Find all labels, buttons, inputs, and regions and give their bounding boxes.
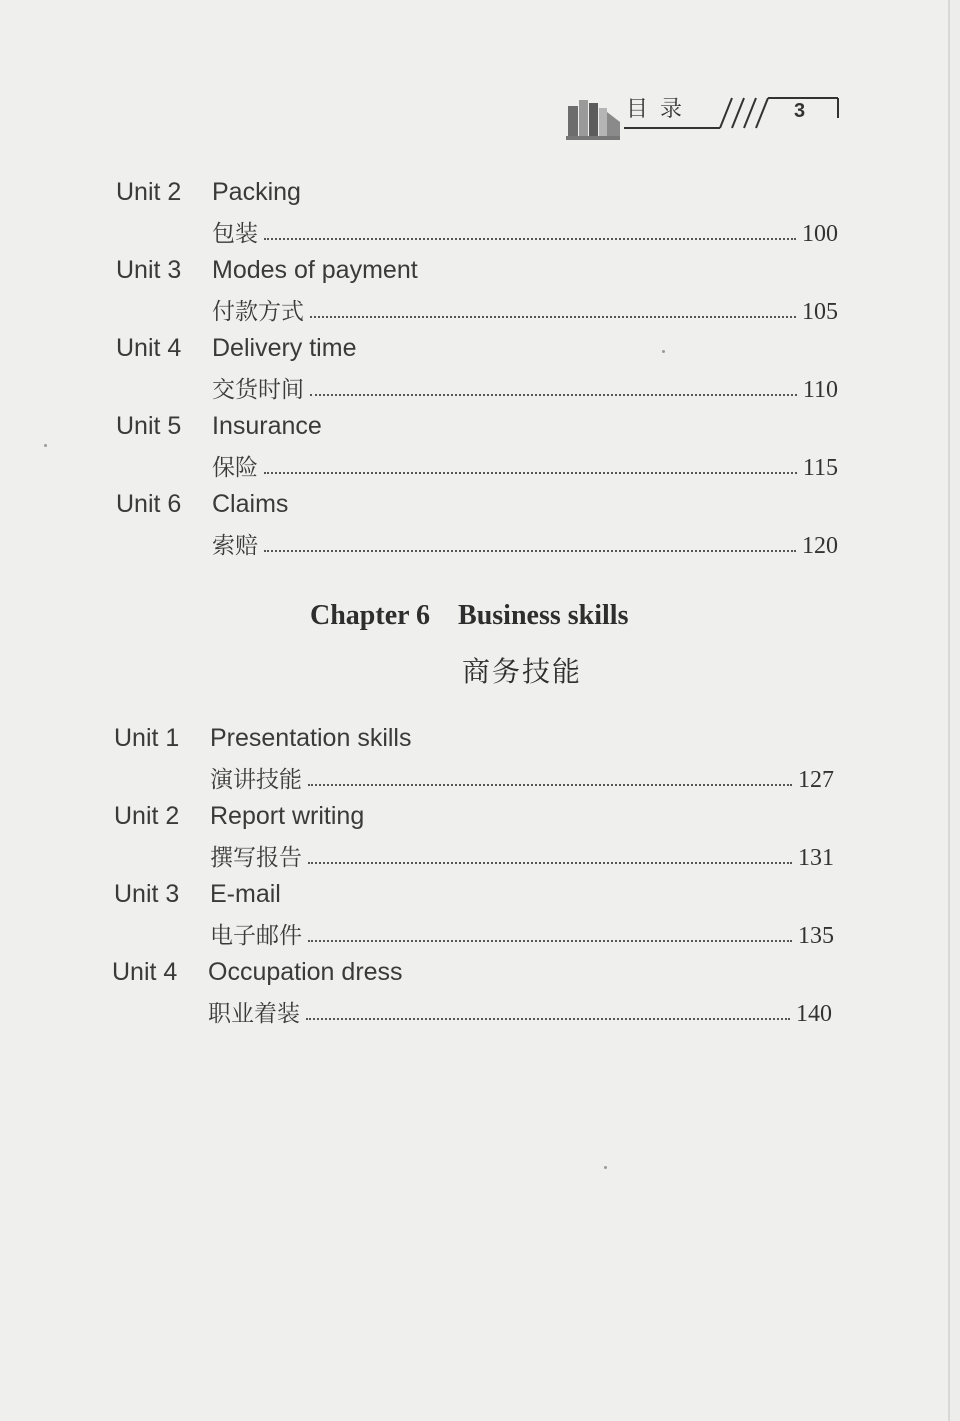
page-number: 3 <box>794 100 806 122</box>
dot-leader <box>308 783 792 786</box>
unit-title-cn: 撰写报告 <box>210 845 302 871</box>
unit-label: Unit 1 <box>114 724 180 752</box>
toc-entry[interactable] <box>114 802 834 882</box>
dot-leader <box>264 549 796 552</box>
page-ref: 120 <box>802 533 838 559</box>
unit-title-cn: 保险 <box>212 455 258 481</box>
dot-leader <box>306 1017 790 1020</box>
dot-leader <box>310 393 797 396</box>
unit-title: Report writing <box>210 802 365 830</box>
page-ref: 135 <box>798 923 834 949</box>
dot-leader <box>310 315 796 318</box>
toc-entry[interactable] <box>116 178 838 258</box>
scan-speck <box>44 444 47 447</box>
toc-entry[interactable] <box>114 724 834 804</box>
unit-title: Packing <box>212 178 301 206</box>
header-title: 目录 <box>626 97 695 122</box>
header-rule <box>620 92 840 132</box>
unit-label: Unit 2 <box>114 802 180 830</box>
unit-label: Unit 3 <box>114 880 180 908</box>
toc-entry[interactable] <box>116 412 838 492</box>
unit-title: E-mail <box>210 880 281 908</box>
unit-title: Insurance <box>212 412 322 440</box>
unit-title-cn: 付款方式 <box>212 299 304 325</box>
unit-title-cn: 职业着装 <box>208 1001 300 1027</box>
unit-title-cn: 电子邮件 <box>210 923 302 949</box>
unit-title: Occupation dress <box>208 958 403 986</box>
scan-speck <box>662 350 665 353</box>
page-ref: 100 <box>802 221 838 247</box>
scan-speck <box>604 1166 607 1169</box>
unit-label: Unit 4 <box>116 334 182 362</box>
toc-entry[interactable] <box>112 958 832 1038</box>
unit-title-cn: 索赔 <box>212 533 258 559</box>
unit-label: Unit 4 <box>112 958 178 986</box>
page-header <box>560 88 840 148</box>
dot-leader <box>308 939 792 942</box>
chapter-title-en: Chapter 6 Business skills <box>310 600 629 631</box>
unit-label: Unit 2 <box>116 178 182 206</box>
unit-title: Claims <box>212 490 289 518</box>
page-ref: 131 <box>798 845 834 871</box>
toc-entry[interactable] <box>114 880 834 960</box>
dot-leader <box>264 237 796 240</box>
unit-label: Unit 6 <box>116 490 182 518</box>
unit-title-cn: 演讲技能 <box>210 767 302 793</box>
unit-label: Unit 3 <box>116 256 182 284</box>
unit-title: Presentation skills <box>210 724 412 752</box>
page-ref: 127 <box>798 767 834 793</box>
unit-title: Modes of payment <box>212 256 418 284</box>
page-ref: 115 <box>802 455 838 481</box>
unit-title: Delivery time <box>212 334 357 362</box>
page-ref: 140 <box>796 1001 832 1027</box>
unit-label: Unit 5 <box>116 412 182 440</box>
chapter-title-cn: 商务技能 <box>462 655 583 688</box>
toc-entry[interactable] <box>116 490 838 570</box>
page-ref: 105 <box>802 299 838 325</box>
dot-leader <box>308 861 792 864</box>
books-icon <box>564 92 622 142</box>
toc-entry[interactable] <box>116 334 838 414</box>
unit-title-cn: 包装 <box>212 221 258 247</box>
page-ref: 110 <box>802 377 838 403</box>
toc-entry[interactable] <box>116 256 838 336</box>
dot-leader <box>264 471 797 474</box>
unit-title-cn: 交货时间 <box>212 377 304 403</box>
